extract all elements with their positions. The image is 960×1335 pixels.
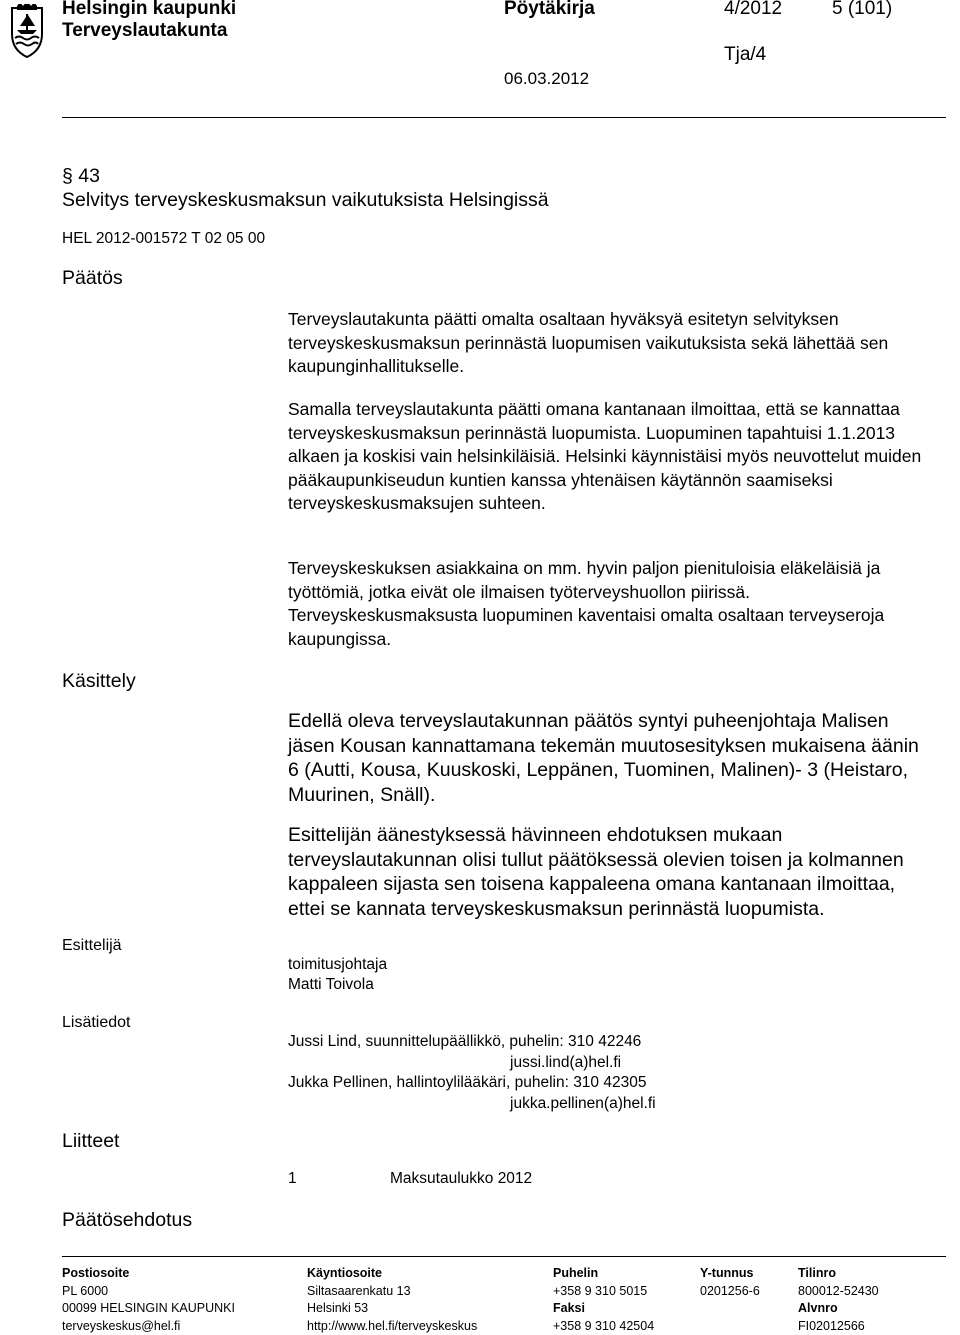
label-attachments: Liitteet [62, 1130, 120, 1152]
decision-paragraph-3: Terveyskeskuksen asiakkaina on mm. hyvin paljon pienituloisia eläkeläisiä ja työttömiä, jotka eivät ole ilmaisen työterveyshuollon piirissä. Terveyskeskusmaksusta luopuminen kaventaisi omalta osaltaan terveyseroja kaupungissa. [288, 558, 885, 649]
footer-text: +358 9 310 5015 [553, 1283, 648, 1298]
presenter-role: toimitusjohtaja [288, 956, 388, 973]
footer-phone [553, 1265, 654, 1335]
attachment-link[interactable]: Maksutaulukko 2012 [390, 1170, 533, 1187]
footer-website-link[interactable]: http://www.hel.fi/terveyskeskus [307, 1318, 478, 1333]
footer-postal-address [62, 1265, 235, 1335]
decision-paragraph-2: Samalla terveyslautakunta päätti omana kantanaan ilmoittaa, että se kannattaa terveyskeskusmaksun perinnästä luopumista. Luopuminen tapahtuisi 1.1.2013 alkaen ja koskisi vain helsinkiläisiä. Helsinki käynnistäisi myös neuvottelut muiden pääkaupunkiseudun kuntien kanssa yhtenäisen käytännön saamiseksi terveyskeskusmaksujen suhteen. [288, 399, 922, 513]
footer-text: 800012-52430 [798, 1283, 879, 1298]
document-number: 4/2012 [724, 0, 783, 19]
meeting-date: 06.03.2012 [504, 69, 590, 88]
unit-name: Terveyslautakunta [62, 20, 228, 41]
footer-email[interactable]: terveyskeskus@hel.fi [62, 1318, 181, 1333]
page-number: 5 (101) [832, 0, 893, 19]
footer-heading: Y-tunnus [700, 1266, 754, 1280]
item-title: Selvitys terveyskeskusmaksun vaikutuksista Helsingissä [62, 189, 549, 211]
footer-heading: Postiosoite [62, 1266, 130, 1280]
handling-paragraph-1: Edellä oleva terveyslautakunnan päätös syntyi puheenjohtaja Malisen jäsen Kousan kannattamana tekemän muutosesityksen mukaisena äänin 6 (Autti, Kousa, Kuuskoski, Leppänen, Tuominen, Malinen)- 3 (Heistaro, Muurinen, Snäll). [288, 710, 919, 806]
label-more-info: Lisätiedot [62, 1014, 131, 1031]
presenter-name: Matti Toivola [288, 976, 374, 993]
footer-heading: Faksi [553, 1301, 585, 1315]
record-number: HEL 2012-001572 T 02 05 00 [62, 230, 266, 247]
label-decision: Päätös [62, 267, 123, 289]
footer-heading: Tilinro [798, 1266, 836, 1280]
section-number: § 43 [62, 165, 100, 187]
footer-visiting-address [307, 1265, 477, 1335]
contact-line: Jukka Pellinen, hallintoylilääkäri, puhelin: 310 42305 [288, 1074, 647, 1091]
footer-text: 00099 HELSINGIN KAUPUNKI [62, 1301, 235, 1315]
helsinki-coat-of-arms-logo [4, 4, 50, 60]
label-handling: Käsittely [62, 670, 136, 692]
footer-text: Siltasaarenkatu 13 [307, 1283, 411, 1298]
footer-heading: Puhelin [553, 1266, 599, 1280]
footer-divider [62, 1256, 946, 1257]
contact-line: Jussi Lind, suunnittelupäällikkö, puhelin: 310 42246 [288, 1033, 642, 1050]
contact-email[interactable]: jussi.lind(a)hel.fi [510, 1054, 622, 1071]
footer-text: 0201256-6 [700, 1283, 760, 1298]
footer-text: PL 6000 [62, 1283, 109, 1298]
decision-paragraph-1: Terveyslautakunta päätti omalta osaltaan hyväksyä esitetyn selvityksen terveyskeskusmaksun perinnästä luopumisen vaikutuksista sekä lähettää sen kaupunginhallitukselle. [288, 309, 889, 376]
organization-name: Helsingin kaupunki [62, 0, 237, 19]
document-type: Pöytäkirja [504, 0, 595, 19]
label-presenter: Esittelijä [62, 937, 122, 954]
contact-email[interactable]: jukka.pellinen(a)hel.fi [510, 1095, 656, 1112]
handling-paragraph-2: Esittelijän äänestyksessä hävinneen ehdotuksen mukaan terveyslautakunnan olisi tullut päätöksessä olevien toisen ja kolmannen kappaleen sijasta sen toisena kappaleena omana kantanaan ilmoittaa, ettei se kannata terveyskeskusmaksun perinnästä luopumista. [288, 824, 904, 920]
header-divider [62, 117, 946, 118]
footer-heading: Käyntiosoite [307, 1266, 383, 1280]
footer-text: FI02012566 [798, 1318, 865, 1333]
footer-heading: Alvnro [798, 1301, 838, 1315]
reference-code: Tja/4 [724, 44, 767, 65]
footer-account [798, 1265, 879, 1335]
footer-business-id [700, 1265, 760, 1300]
footer-text: Helsinki 53 [307, 1301, 369, 1315]
label-proposal: Päätösehdotus [62, 1209, 193, 1231]
attachment-number: 1 [288, 1170, 297, 1187]
footer-text: +358 9 310 42504 [553, 1318, 655, 1333]
